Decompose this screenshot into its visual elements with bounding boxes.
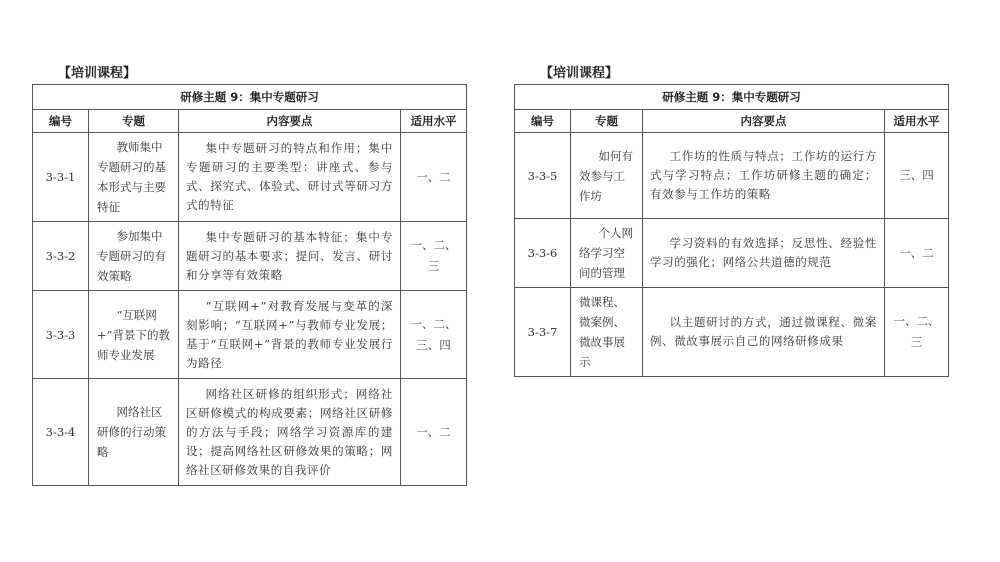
course-topic [89,291,179,379]
course-points-text: “互联网+”对教育发展与变革的深刻影响；“互联网+”与教师专业发展；基于“互联网+”背景的教师专业发展行为路径 [186,298,393,370]
course-points-text: 网络社区研修的组织形式；网络社区研修模式的构成要素；网络社区研修的方法与手段；网络学习资源库的建设；提高网络社区研修效果的策略；网络社区研修效果的自我评价 [186,386,393,477]
course-topic-text: “互联网+”背景下的教师专业发展 [97,307,171,362]
course-topic [89,379,179,486]
course-level: 一、二 [401,379,467,486]
header-row [33,110,467,133]
left-course-panel [32,64,466,486]
section-heading: 【培训课程】 [540,66,619,81]
course-level: 一、二、三 [401,222,467,291]
course-points [179,379,401,486]
course-points-text: 集中专题研习的基本特征；集中专题研习的基本要求；提问、发言、研讨和分享等有效策略 [186,229,393,282]
course-code: 3-3-2 [33,222,89,291]
course-topic [89,222,179,291]
course-points-text: 集中专题研习的特点和作用；集中专题研习的主要类型：讲座式、参与式、探究式、体验式、研讨式等研习方式的特征 [186,141,393,212]
theme-title: 研修主题 9：集中专题研习 [33,85,467,110]
course-topic-text: 如何有效参与工作坊 [579,148,634,203]
table-row [515,133,949,219]
course-table [32,84,467,486]
course-level: 一、二 [401,133,467,222]
course-code: 3-3-6 [515,219,571,288]
course-code: 3-3-5 [515,133,571,219]
course-points [643,288,885,377]
right-course-panel [514,64,948,377]
course-level: 一、二 [885,219,949,288]
table-row [33,291,467,379]
course-points [643,133,885,219]
course-level: 一、二、三、四 [401,291,467,379]
table-row [33,222,467,291]
table-row [515,288,949,377]
table-row [515,219,949,288]
header-code: 编号 [33,110,89,133]
theme-title: 研修主题 9：集中专题研习 [515,85,949,110]
header-row [515,110,949,133]
course-points-text: 学习资料的有效选择；反思性、经验性学习的强化；网络公共道德的规范 [650,236,877,269]
course-points [179,133,401,222]
course-points [179,222,401,291]
header-level: 适用水平 [401,110,467,133]
course-topic [571,219,643,288]
course-table [514,84,949,377]
course-topic-text: 个人网络学习空间的管理 [579,226,634,280]
table-row [33,379,467,486]
header-level: 适用水平 [885,110,949,133]
course-topic [571,133,643,219]
header-points: 内容要点 [643,110,885,133]
course-code: 3-3-4 [33,379,89,486]
course-points-text: 以主题研讨的方式，通过微课程、微案例、微故事展示自己的网络研修成果 [650,315,877,348]
header-topic: 专题 [571,110,643,133]
course-topic-text: 微课程、微案例、微故事展示 [579,295,625,369]
course-topic [571,288,643,377]
course-points-text: 工作坊的性质与特点；工作坊的运行方式与学习特点；工作坊研修主题的确定；有效参与工作坊的策略 [650,149,877,201]
course-level: 一、二、三 [885,288,949,377]
course-code: 3-3-1 [33,133,89,222]
course-level: 三、四 [885,133,949,219]
course-topic [89,133,179,222]
course-topic-text: 教师集中专题研习的基本形式与主要特征 [97,140,166,214]
table-row [33,133,467,222]
course-topic-text: 网络社区研修的行动策略 [97,405,166,459]
course-points [643,219,885,288]
header-code: 编号 [515,110,571,133]
section-heading: 【培训课程】 [58,66,137,81]
course-code: 3-3-7 [515,288,571,377]
course-code: 3-3-3 [33,291,89,379]
header-points: 内容要点 [179,110,401,133]
course-points [179,291,401,379]
course-topic-text: 参加集中专题研习的有效策略 [97,229,166,283]
header-topic: 专题 [89,110,179,133]
